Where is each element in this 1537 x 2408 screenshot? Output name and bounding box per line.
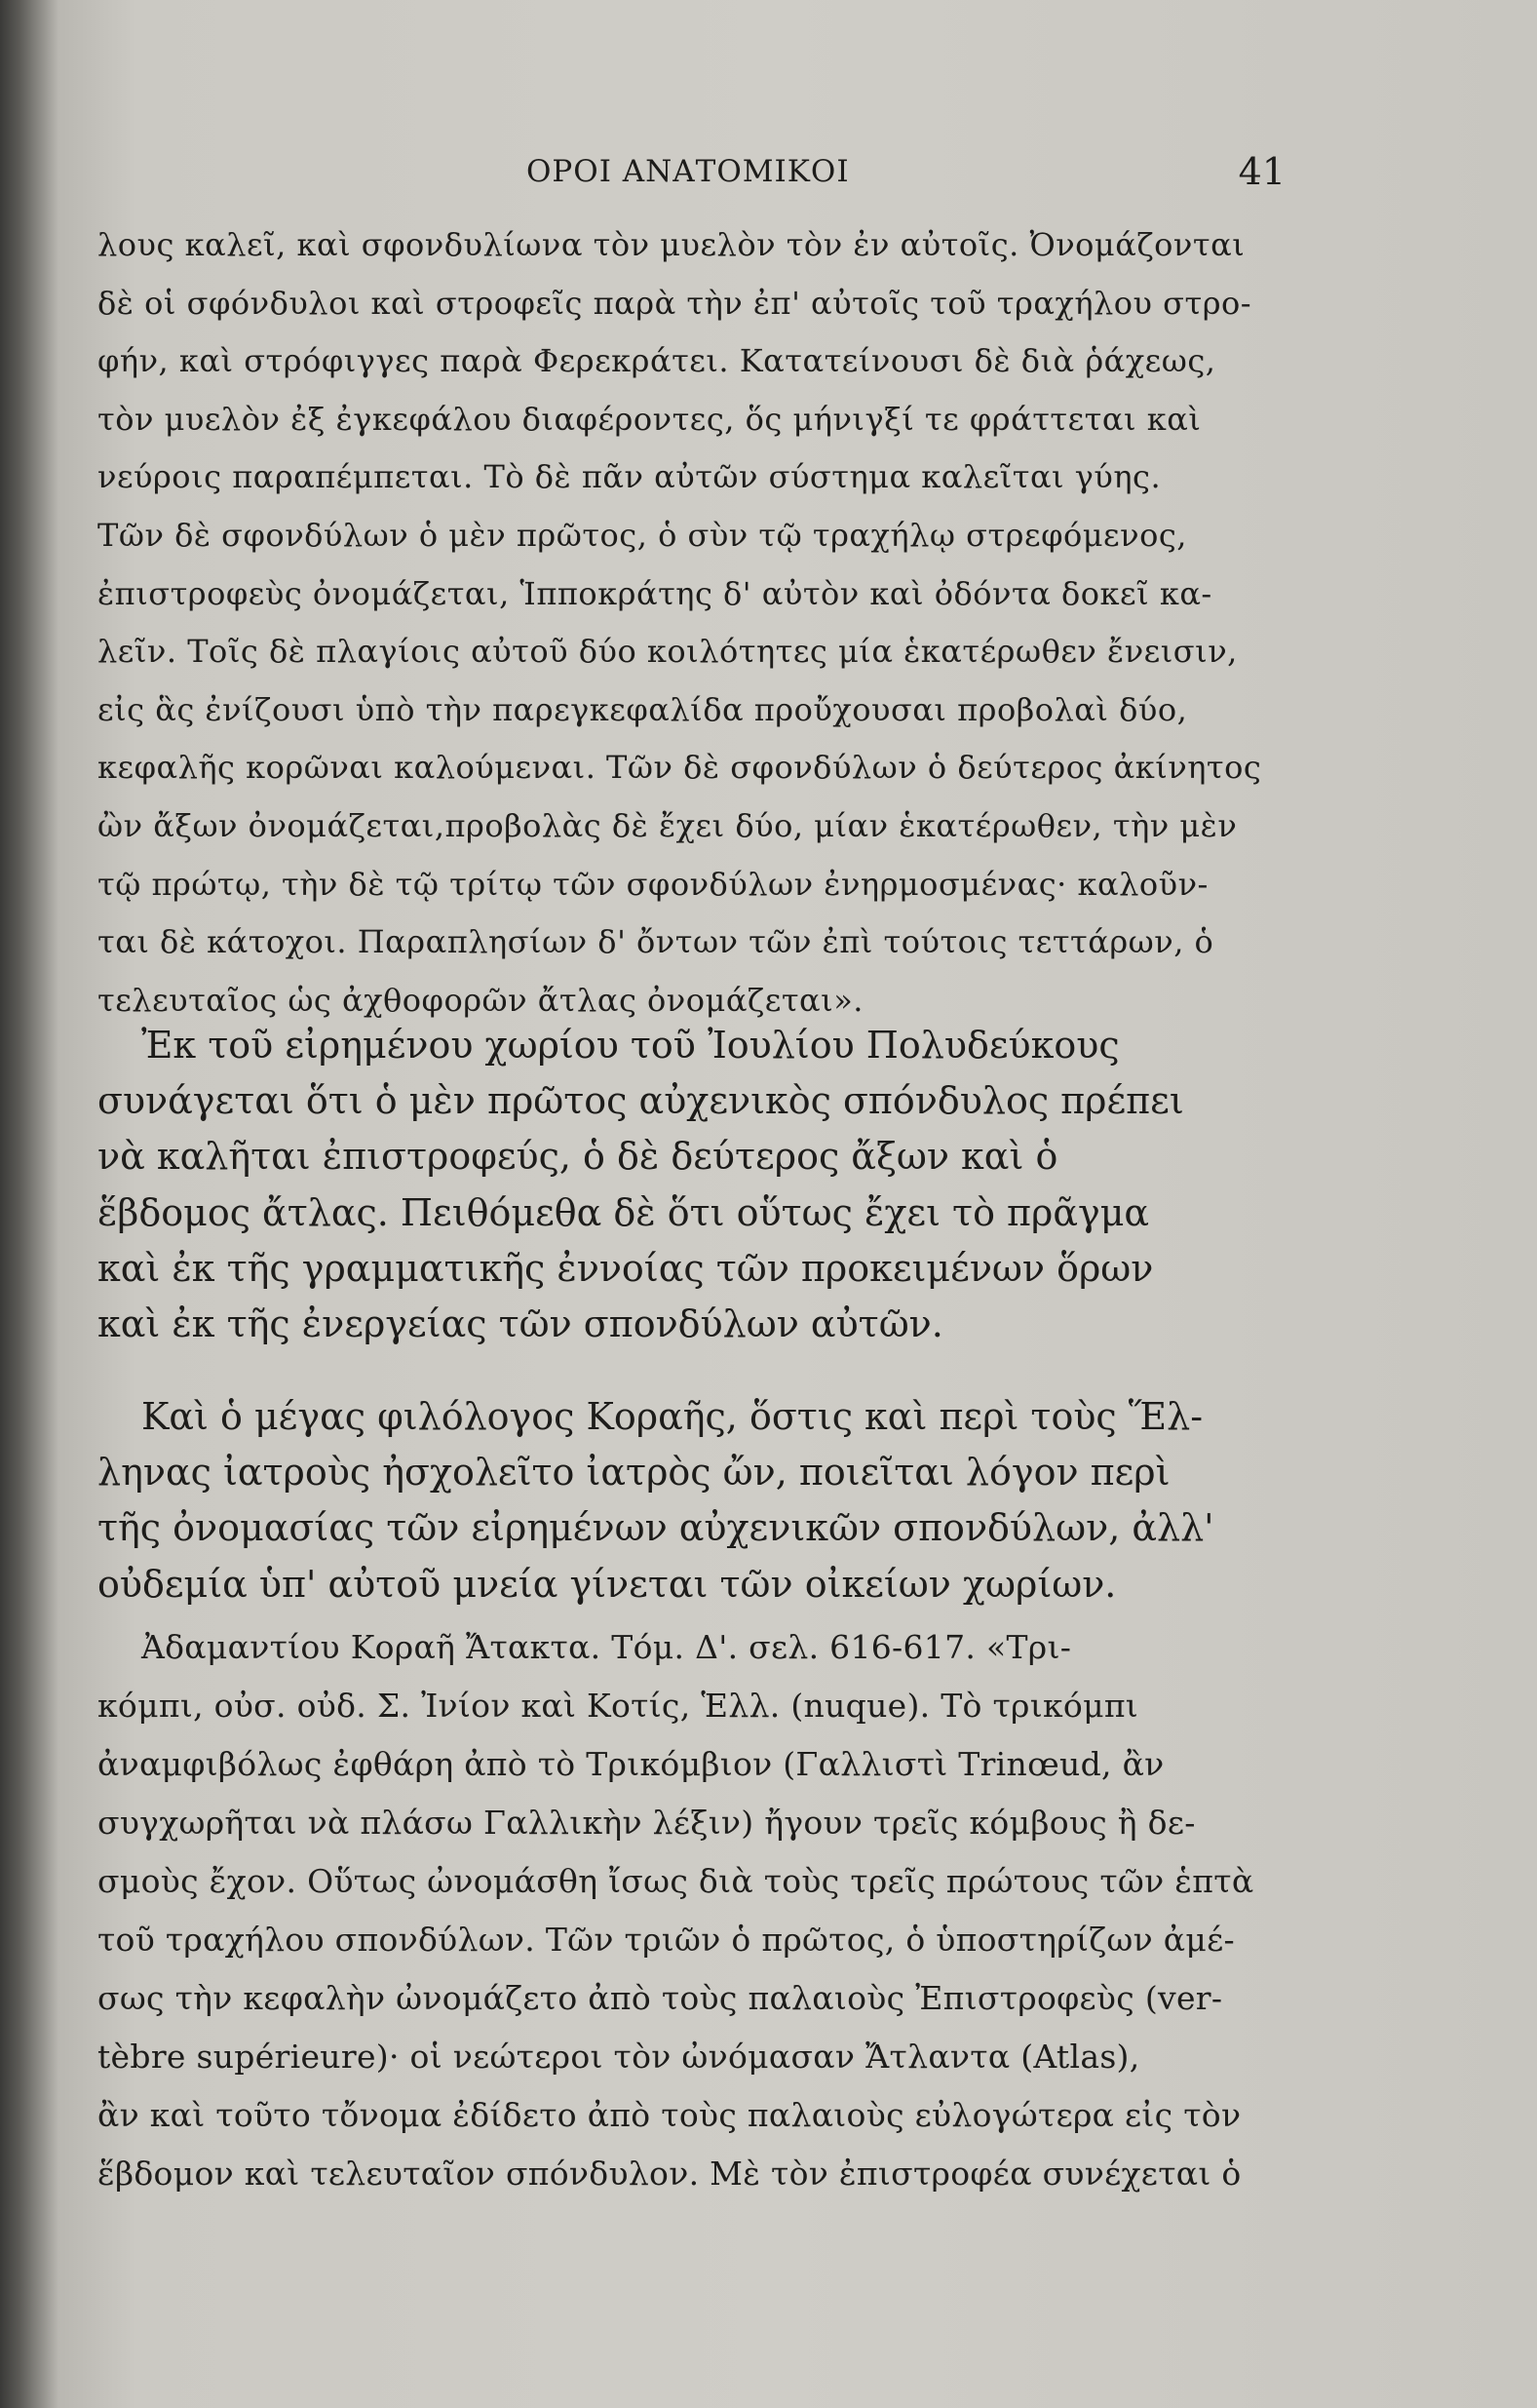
text-line: φήν, καὶ στρόφιγγες παρὰ Φερεκράτει. Κατατείνουσι δὲ διὰ ῥάχεως,: [97, 342, 1216, 380]
text-line: εἰς ἃς ἐνίζουσι ὑπὸ τὴν παρεγκεφαλίδα προὔχουσαι προβολαὶ δύο,: [97, 690, 1188, 728]
text-line: ληνας ἰατροὺς ἠσχολεῖτο ἰατρὸς ὤν, ποιεῖται λόγον περὶ: [97, 1451, 1171, 1495]
text-line: τελευταῖος ὡς ἀχθοφορῶν ἄτλας ὀνομάζεται».: [97, 981, 864, 1019]
text-line: τὸν μυελὸν ἐξ ἐγκεφάλου διαφέροντες, ὅς μήνιγξί τε φράττεται καὶ: [97, 400, 1202, 438]
text-line: Ἐκ τοῦ εἰρημένου χωρίου τοῦ Ἰουλίου Πολυδεύκους: [141, 1024, 1120, 1067]
text-line: κεφαλῆς κορῶναι καλούμεναι. Τῶν δὲ σφονδύλων ὁ δεύτερος ἀκίνητος: [97, 749, 1262, 787]
text-line: τῆς ὀνομασίας τῶν εἰρημένων αὐχενικῶν σπονδύλων, ἀλλ': [97, 1506, 1214, 1550]
text-line: Τῶν δὲ σφονδύλων ὁ μὲν πρῶτος, ὁ σὺν τῷ τραχήλῳ στρεφόμενος,: [97, 516, 1187, 554]
text-line: συνάγεται ὅτι ὁ μὲν πρῶτος αὐχενικὸς σπόνδυλος πρέπει: [97, 1079, 1184, 1123]
citation-passage: [97, 1618, 1287, 2203]
page-number: 41: [1238, 150, 1286, 193]
text-line: λους καλεῖ, καὶ σφονδυλίωνα τὸν μυελὸν τὸν ἐν αὐτοῖς. Ὀνομάζονται: [97, 226, 1246, 263]
text-line: σως τὴν κεφαλὴν ὠνομάζετο ἀπὸ τοὺς παλαιοὺς Ἐπιστροφεὺς (ver-: [97, 1979, 1223, 2017]
running-title: ΟΡΟΙ ΑΝΑΤΟΜΙΚΟΙ: [526, 154, 850, 189]
text-line: καὶ ἐκ τῆς ἐνεργείας τῶν σπονδύλων αὐτῶν.: [97, 1301, 943, 1345]
text-line: ἕβδομον καὶ τελευταῖον σπόνδυλον. Μὲ τὸν ἐπιστροφέα συνέχεται ὁ: [97, 2155, 1242, 2193]
text-line: νεύροις παραπέμπεται. Τὸ δὲ πᾶν αὐτῶν σύστημα καλεῖται γύης.: [97, 458, 1162, 496]
text-line: ται δὲ κάτοχοι. Παραπλησίων δ' ὄντων τῶν ἐπὶ τούτοις τεττάρων, ὁ: [97, 923, 1214, 961]
text-line: συγχωρῆται νὰ πλάσω Γαλλικὴν λέξιν) ἤγουν τρεῖς κόμβους ἢ δε-: [97, 1804, 1196, 1842]
text-line: τοῦ τραχήλου σπονδύλων. Τῶν τριῶν ὁ πρῶτος, ὁ ὑποστηρίζων ἀμέ-: [97, 1921, 1235, 1959]
text-line: Ἀδαμαντίου Κοραῆ Ἄτακτα. Τόμ. Δ'. σελ. 616-617. «Τρι-: [141, 1628, 1072, 1666]
text-line: νὰ καλῆται ἐπιστροφεύς, ὁ δὲ δεύτερος ἄξων καὶ ὁ: [97, 1135, 1058, 1179]
text-line: ὢν ἄξων ὀνομάζεται,προβολὰς δὲ ἔχει δύο, μίαν ἑκατέρωθεν, τὴν μὲν: [97, 806, 1238, 844]
body-paragraph: [97, 1389, 1287, 1612]
text-line: δὲ οἱ σφόνδυλοι καὶ στροφεῖς παρὰ τὴν ἐπ' αὐτοῖς τοῦ τραχήλου στρο-: [97, 284, 1252, 322]
text-line: τῷ πρώτῳ, τὴν δὲ τῷ τρίτῳ τῶν σφονδύλων ἐνηρμοσμένας· καλοῦν-: [97, 865, 1209, 903]
quoted-passage: [97, 216, 1287, 1029]
text-line: ἕβδομος ἄτλας. Πειθόμεθα δὲ ὅτι οὕτως ἔχει τὸ πρᾶγμα: [97, 1190, 1150, 1234]
text-line: κόμπι, οὐσ. οὐδ. Σ. Ἰνίον καὶ Κοτίς, Ἑλλ. (nuque). Τὸ τρικόμπι: [97, 1687, 1139, 1725]
text-line: καὶ ἐκ τῆς γραμματικῆς ἐννοίας τῶν προκειμένων ὅρων: [97, 1246, 1154, 1290]
text-line: σμοὺς ἔχον. Οὕτως ὠνομάσθη ἴσως διὰ τοὺς τρεῖς πρώτους τῶν ἑπτὰ: [97, 1862, 1254, 1900]
text-line: tèbre supérieure)· οἱ νεώτεροι τὸν ὠνόμασαν Ἄτλαντα (Atlas),: [97, 2038, 1140, 2076]
text-line: Καὶ ὁ μέγας φιλόλογος Κοραῆς, ὅστις καὶ περὶ τοὺς Ἕλ-: [141, 1395, 1204, 1438]
body-paragraph: [97, 1018, 1287, 1352]
text-line: λεῖν. Τοῖς δὲ πλαγίοις αὐτοῦ δύο κοιλότητες μία ἑκατέρωθεν ἔνεισιν,: [97, 633, 1238, 671]
text-line: ἀναμφιβόλως ἐφθάρη ἀπὸ τὸ Τρικόμβιον (Γαλλιστὶ Trinœud, ἂν: [97, 1745, 1165, 1783]
page-header: [0, 146, 1537, 205]
text-line: ἐπιστροφεὺς ὀνομάζεται, Ἱπποκράτης δ' αὐτὸν καὶ ὀδόντα δοκεῖ κα-: [97, 574, 1212, 612]
text-line: οὐδεμία ὑπ' αὐτοῦ μνεία γίνεται τῶν οἰκείων χωρίων.: [97, 1562, 1117, 1606]
text-line: ἂν καὶ τοῦτο τὄνομα ἐδίδετο ἀπὸ τοὺς παλαιοὺς εὐλογώτερα εἰς τὸν: [97, 2096, 1242, 2134]
